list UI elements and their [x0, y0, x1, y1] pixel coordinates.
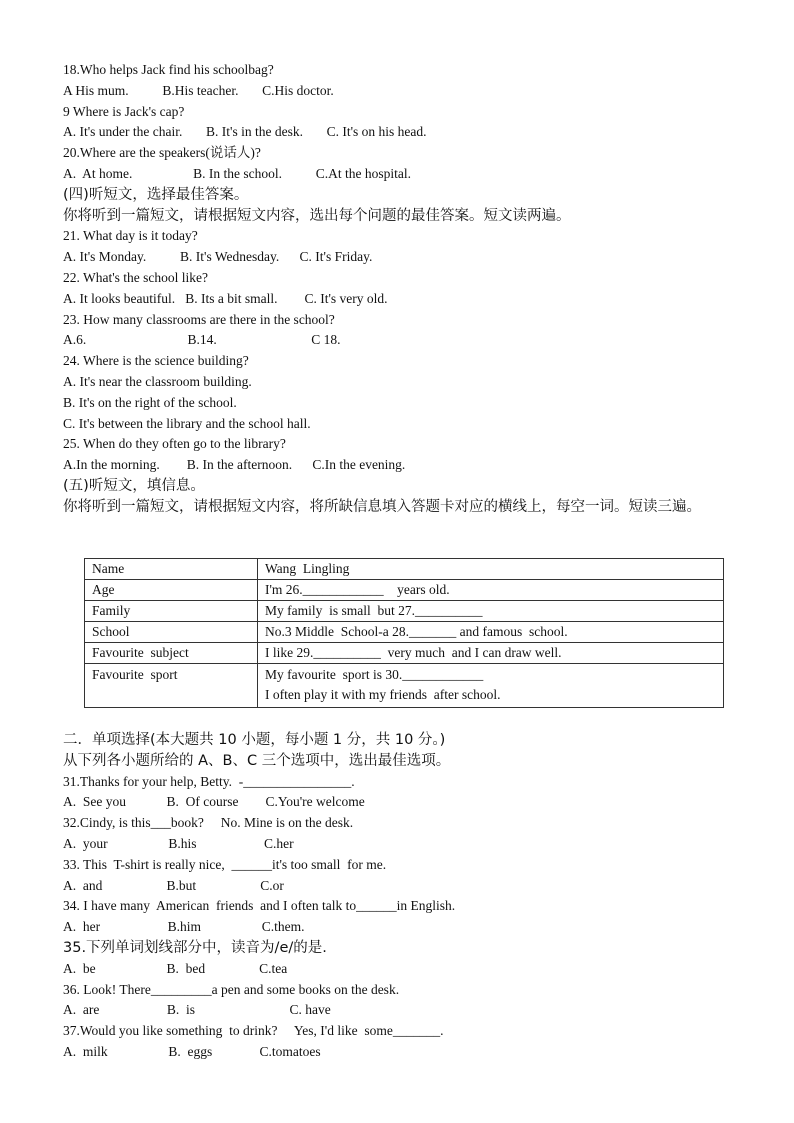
table-label: Family: [85, 601, 258, 622]
table-row: [85, 622, 724, 643]
q36-options: A. are B. is C. have: [63, 1002, 331, 1018]
section4-instructions: 你将听到一篇短文，请根据短文内容，选出每个问题的最佳答案。短文读两遍。: [63, 207, 571, 224]
multiple-choice-section: [63, 730, 743, 1063]
table-label: Name: [85, 559, 258, 580]
q24: 24. Where is the science building?: [63, 353, 249, 369]
q22: 22. What's the school like?: [63, 269, 209, 285]
table-value: [258, 664, 724, 708]
q24-option-c: C. It's between the library and the school hall.: [63, 415, 311, 431]
q31-options: A. See you B. Of course C.You're welcome: [63, 794, 365, 810]
table-value-line2: I often play it with my friends after school.: [265, 687, 501, 702]
q19-options: A. It's under the chair. B. It's in the desk. C. It's on his head.: [63, 124, 427, 140]
info-table: [84, 558, 724, 708]
q35-options: A. be B. bed C.tea: [63, 960, 288, 976]
section5-instructions: 你将听到一篇短文，请根据短文内容，将所缺信息填入答题卡对应的横线上，每空一词。短读三遍。: [63, 498, 701, 515]
table-row: [85, 643, 724, 664]
q25-options: A.In the morning. B. In the afternoon. C.In the evening.: [63, 457, 406, 473]
q37-options: A. milk B. eggs C.tomatoes: [63, 1043, 321, 1059]
q34: 34. I have many American friends and I often talk to______in English.: [63, 898, 456, 914]
table-label: Favourite sport: [85, 664, 258, 708]
section4-heading: (四)听短文，选择最佳答案。: [63, 186, 249, 203]
section5-heading: (五)听短文，填信息。: [63, 477, 205, 494]
q34-options: A. her B.him C.them.: [63, 919, 305, 935]
q19: 9 Where is Jack's cap?: [63, 103, 185, 119]
q21: 21. What day is it today?: [63, 228, 198, 244]
table-value: I like 29.__________ very much and I can draw well.: [258, 643, 724, 664]
table-value: I'm 26.____________ years old.: [258, 580, 724, 601]
q22-options: A. It looks beautiful. B. Its a bit small. C. It's very old.: [63, 290, 388, 306]
table-value-line1: My favourite sport is 30.____________: [265, 667, 484, 682]
q24-option-a: A. It's near the classroom building.: [63, 373, 252, 389]
table-row: [85, 601, 724, 622]
table-value: My family is small but 27.__________: [258, 601, 724, 622]
q33: 33. This T-shirt is really nice, ______it's too small for me.: [63, 856, 387, 872]
table-label: School: [85, 622, 258, 643]
q23-options: A.6. B.14. C 18.: [63, 332, 341, 348]
q32: 32.Cindy, is this___book? No. Mine is on the desk.: [63, 815, 354, 831]
q31: 31.Thanks for your help, Betty. -________________.: [63, 773, 355, 789]
section2-instructions: 从下列各小题所给的 A、B、C 三个选项中，选出最佳选项。: [63, 752, 451, 769]
q36: 36. Look! There_________a pen and some books on the desk.: [63, 981, 400, 997]
q24-option-b: B. It's on the right of the school.: [63, 394, 237, 410]
table-label: Favourite subject: [85, 643, 258, 664]
q37: 37.Would you like something to drink? Yes, I'd like some_______.: [63, 1023, 444, 1039]
q20: 20.Where are the speakers(说话人)?: [63, 145, 261, 161]
q18-options: A His mum. B.His teacher. C.His doctor.: [63, 82, 334, 98]
listening-section: [63, 60, 743, 518]
q18: 18.Who helps Jack find his schoolbag?: [63, 62, 274, 77]
table-value: Wang Lingling: [258, 559, 724, 580]
section2-heading: 二．单项选择(本大题共 10 小题，每小题 1 分，共 10 分。): [63, 732, 446, 748]
table-row: [85, 559, 724, 580]
table-label: Age: [85, 580, 258, 601]
q33-options: A. and B.but C.or: [63, 877, 284, 893]
q25: 25. When do they often go to the library?: [63, 436, 286, 452]
table-row: [85, 664, 724, 708]
q20-options: A. At home. B. In the school. C.At the hospital.: [63, 165, 411, 181]
table-row: [85, 580, 724, 601]
q23: 23. How many classrooms are there in the school?: [63, 311, 335, 327]
q35: 35.下列单词划线部分中，读音为/e/的是.: [63, 939, 327, 956]
q32-options: A. your B.his C.her: [63, 835, 294, 851]
q21-options: A. It's Monday. B. It's Wednesday. C. It's Friday.: [63, 249, 373, 265]
table-value: No.3 Middle School-a 28._______ and famous school.: [258, 622, 724, 643]
